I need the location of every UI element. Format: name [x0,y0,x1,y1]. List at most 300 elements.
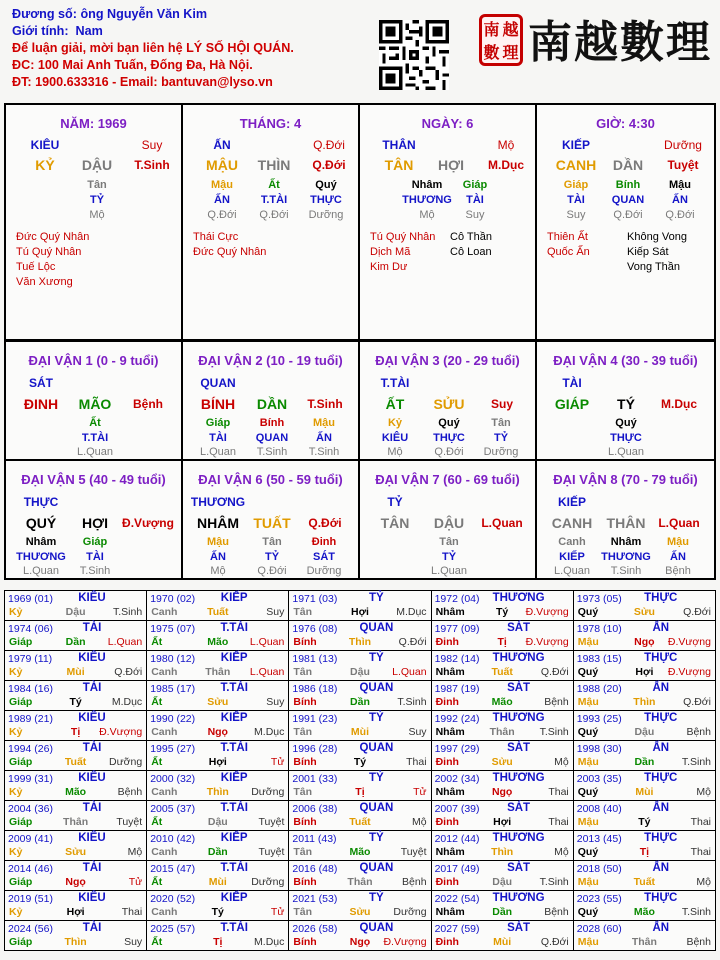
year-stage: Suy [124,936,143,948]
hidden-star: TỶ [264,551,280,563]
year-branch: Thìn [206,786,229,798]
year-pillar [574,606,715,618]
ten-god-star: KIẾP [561,138,590,152]
ten-god-star: KIẾP [220,832,248,844]
year-pillar [289,936,430,948]
year-pillar [289,636,430,648]
year-branch: Tị [355,786,365,798]
year-cell [289,651,431,681]
year-stage: M.Dục [396,606,427,618]
hidden-stage: T.Sinh [308,446,340,458]
hidden-stage: Mộ [387,446,403,458]
year-stem: Đinh [435,756,459,768]
year-stage: Bệnh [402,876,427,888]
year-branch: Mão [349,846,371,858]
ten-god-star: QUAN [359,862,394,874]
year-stage: Bệnh [117,786,143,798]
hidden-stage: Q.Đới [257,565,287,577]
ten-god-star: ẤN [652,862,670,874]
year-pillar [432,726,573,738]
year-stem: Nhâm [435,606,465,618]
ten-god-star: THƯƠNG [492,712,545,724]
header [12,6,294,91]
hidden-stage: L.Quan [553,565,591,577]
year-stem: Ất [151,696,163,708]
year-stem: Quý [577,906,599,918]
year-label: 1980 (12) [150,653,196,665]
year-stem: Bính [293,756,317,768]
hidden-stage: Q.Đới [665,209,695,221]
year-stem: Nhâm [435,906,465,918]
hidden-stem: Ất [268,179,280,191]
shen-sha-note: Dịch Mã [370,246,411,258]
year-branch: Thân [205,666,231,678]
year-cell [573,681,715,711]
year-pillar [5,816,146,828]
year-cell [147,831,289,861]
year-label: 2001 (33) [292,773,338,785]
year-branch: Tị [213,936,223,948]
year-pillar [432,786,573,798]
year-cell [289,621,431,651]
year-stage: Thai [121,906,143,918]
year-branch: Tý [638,816,651,828]
year-branch: Dần [350,696,370,708]
growth-stage: M.Dục [661,397,697,411]
hidden-stage: Q.Đới [613,209,643,221]
year-stem: Tân [293,606,313,618]
year-stem: Đinh [435,936,459,948]
year-branch: Ngọ [634,636,655,648]
hidden-star: TÀI [209,432,227,444]
year-pillar [147,906,288,918]
year-label: 2027 (59) [434,923,480,935]
year-stage: T.Sinh [397,696,427,708]
heavenly-stem: KỶ [35,157,55,173]
year-branch: Thân [63,816,89,828]
year-stem: Tân [293,666,313,678]
ten-god-star: TÀI [82,802,102,814]
year-stem: Mậu [577,756,599,768]
earthly-branch: DẦN [256,396,288,412]
dai-van-cell [537,459,714,578]
dai-van-title: ĐẠI VẬN 4 (30 - 39 tuổi) [553,353,698,368]
year-pillar [574,906,715,918]
year-stem: Tân [293,726,313,738]
qr-code-icon[interactable] [379,20,449,90]
year-branch: Tị [639,846,650,858]
year-pillar [5,696,146,708]
ten-god-star: ẤN [652,682,670,694]
year-pillar [5,906,146,918]
year-cell [289,741,431,771]
ten-god-star: THỰC [644,652,678,664]
dai-van-cell [360,340,537,459]
seal-char: 南 [483,20,500,39]
year-cell [289,591,431,621]
year-pillar [432,636,573,648]
year-branch: Tuất [349,816,371,828]
year-branch: Sửu [65,846,87,858]
year-label: 2019 (51) [8,893,53,905]
year-stage: Đ.Vượng [667,666,711,678]
year-stage: Thai [406,756,427,768]
hidden-star: T.TÀI [81,432,109,444]
hidden-stem: Đinh [311,536,337,548]
hidden-stem: Tân [262,536,282,548]
ten-god-star: TỶ [369,892,384,904]
hidden-stem: Tân [491,417,511,429]
pillar-title: GIỜ: 4:30 [596,116,655,131]
growth-stage: L.Quan [481,516,523,530]
growth-stage: Đ.Vượng [122,516,174,530]
year-cell [147,681,289,711]
year-cell [147,651,289,681]
owner-name: ông Nguyễn Văn Kim [80,7,208,21]
earthly-branch: SỬU [433,396,465,412]
pillar-cell [183,105,360,339]
year-pillar [574,726,715,738]
year-branch: Tuất [491,666,513,678]
year-stage: L.Quan [249,666,285,678]
year-stage: Q.Đới [683,606,711,618]
hidden-star: T.TÀI [260,194,288,206]
year-cell [289,711,431,741]
year-pillar [289,906,430,918]
hidden-star: QUAN [611,194,645,206]
year-label: 1989 (21) [8,713,53,725]
year-stem: Quý [577,606,599,618]
year-pillar [289,606,430,618]
year-pillar [147,936,288,948]
year-label: 2015 (47) [150,863,196,875]
year-stage: Thai [548,786,569,798]
hidden-stem: Giáp [82,536,108,548]
year-branch: Hợi [350,606,369,618]
year-stage: Tuyệt [400,846,427,858]
earthly-branch: HỢI [82,515,108,531]
dai-van-title: ĐẠI VẬN 7 (60 - 69 tuổi) [375,472,520,487]
year-stage: Mộ [696,786,711,798]
year-row [5,801,716,831]
year-cell [573,621,715,651]
year-label: 1976 (08) [292,623,338,635]
earthly-branch: THÌN [257,157,291,173]
earthly-branch: DẦN [612,157,644,173]
year-label: 2028 (60) [576,923,622,935]
ten-god-star: THƯƠNG [492,772,545,784]
year-pillar [147,786,288,798]
year-label: 2006 (38) [292,803,338,815]
shen-sha-note: Tuế Lộc [16,261,56,273]
ten-god-star: SÁT [507,802,531,814]
year-label: 2003 (35) [576,773,622,785]
year-stage: Mộ [127,846,143,858]
year-stage: Đ.Vượng [667,636,711,648]
year-label: 1971 (03) [292,593,338,605]
hidden-stage: L.Quan [199,446,237,458]
hidden-stage: T.Sinh [256,446,288,458]
hidden-stage: Q.Đới [207,209,237,221]
ten-god-star: SÁT [29,376,53,390]
seal-stamp [479,14,523,66]
ten-god-star: SÁT [507,682,531,694]
seal-char: 越 [502,20,519,39]
ten-god-star: T.TÀI [380,376,410,390]
year-stage: Đ.Vượng [383,936,427,948]
hidden-stem: Ất [89,417,101,429]
dai-van-cell [6,340,183,459]
ten-god-star: SÁT [507,862,531,874]
ten-god-star: THỰC [644,892,678,904]
year-stem: Ất [151,816,163,828]
year-pillar [432,606,573,618]
year-cell [289,861,431,891]
hidden-star: ẤN [214,194,230,206]
year-label: 1979 (11) [8,653,53,665]
year-pillar [147,606,288,618]
year-stem: Quý [577,726,599,738]
year-branch: Thân [631,936,657,948]
hidden-stage: Dưỡng [308,209,344,221]
dai-van-title: ĐẠI VẬN 3 (20 - 29 tuổi) [375,353,520,368]
year-pillar [289,876,430,888]
heavenly-stem: QUÝ [25,515,57,531]
year-branch: Tuất [64,756,87,768]
year-stem: Giáp [9,696,33,708]
year-branch: Tý [353,756,367,768]
year-branch: Thân [489,726,515,738]
year-pillar [574,846,715,858]
year-branch: Dần [634,756,655,768]
year-cell [5,861,147,891]
pillar-cell [537,105,714,339]
year-label: 1992 (24) [434,713,480,725]
year-label: 1977 (09) [434,623,480,635]
dai-van-cell [537,340,714,459]
ten-god-star: ẤN [652,622,670,634]
year-stem: Kỷ [9,906,23,918]
year-label: 2014 (46) [8,863,53,875]
shen-sha-note: Cô Loan [450,246,492,258]
year-cell [573,741,715,771]
year-branch: Dậu [207,816,228,828]
year-cell [573,921,715,951]
owner-label: Đương số: [12,7,77,21]
year-pillar [5,876,146,888]
year-cell [147,741,289,771]
growth-stage: L.Quan [658,516,700,530]
year-pillar [432,906,573,918]
year-stage: Q.Đới [540,666,569,678]
hidden-star: ẤN [670,551,686,563]
year-stage: Thai [690,816,711,828]
year-label: 1981 (13) [292,653,338,665]
year-pillar [5,636,146,648]
year-pillar [574,666,715,678]
hidden-stage: Bệnh [665,565,691,577]
phone-email-line: ĐT: 1900.633316 - Email: bantuvan@lyso.vn [12,75,273,89]
hidden-stem: Tân [439,536,459,548]
year-stem: Bính [293,696,317,708]
ten-god-star: KIÊU [78,832,106,844]
hidden-stem: Quý [615,417,637,429]
hidden-stage: T.Sinh [610,565,642,577]
hidden-stem: Canh [558,536,586,548]
year-stem: Quý [577,666,599,678]
year-branch: Dần [65,636,86,648]
year-stage: Dưỡng [251,786,285,798]
year-label: 2021 (53) [292,893,338,905]
year-cell [289,771,431,801]
year-cell [5,771,147,801]
year-cell [289,921,431,951]
year-cell [573,801,715,831]
hidden-stem: Nhâm [411,179,443,191]
ten-god-star: TÀI [82,862,102,874]
heavenly-stem: ĐINH [23,396,59,412]
year-stage: M.Dục [111,696,143,708]
year-cell [573,651,715,681]
year-stage: M.Dục [254,936,285,948]
year-branch: Thìn [491,846,514,858]
hidden-star: TỶ [441,551,457,563]
year-label: 1993 (25) [576,713,622,725]
shen-sha-note: Kiếp Sát [627,246,669,258]
year-cell [431,861,573,891]
heavenly-stem: MẬU [206,157,238,173]
year-stage: Tử [413,786,427,798]
shen-sha-note: Không Vong [627,231,687,243]
heavenly-stem: TÂN [380,515,410,531]
year-label: 1991 (23) [292,713,338,725]
year-label: 2004 (36) [8,803,53,815]
year-pillar [5,756,146,768]
year-pillar [432,936,573,948]
year-pillar [432,876,573,888]
year-pillar [289,816,430,828]
year-pillar [5,936,146,948]
year-label: 1998 (30) [576,743,622,755]
dai-van-title: ĐẠI VẬN 6 (50 - 59 tuổi) [198,472,343,487]
year-stem: Nhâm [435,846,465,858]
year-stem: Mậu [577,696,599,708]
year-label: 2002 (34) [434,773,480,785]
ten-god-star: THƯƠNG [492,892,545,904]
hidden-stem: Mậu [313,417,335,429]
ten-god-star: KIẾP [557,495,586,509]
year-stem: Bính [293,816,317,828]
year-stage: Tử [270,906,285,918]
year-label: 2026 (58) [292,923,338,935]
year-label: 1985 (17) [150,683,196,695]
dai-van-cell [6,459,183,578]
ten-god-star: TỶ [369,652,384,664]
year-stage: Đ.Vượng [525,636,569,648]
ten-god-star: TÀI [82,922,102,934]
hidden-stage: Dưỡng [483,446,519,458]
year-label: 1982 (14) [434,653,480,665]
year-branch: Tuất [207,606,229,618]
year-pillar [5,846,146,858]
year-cell [573,891,715,921]
ten-god-star: TÀI [562,376,582,390]
hidden-stem: Quý [438,417,460,429]
year-stem: Canh [151,786,178,798]
year-row [5,921,716,951]
pillar-title: NGÀY: 6 [421,116,474,131]
year-branch: Thìn [348,636,372,648]
ten-god-star: QUAN [359,922,394,934]
year-branch: Ngọ [349,936,371,948]
year-cell [5,591,147,621]
year-row [5,741,716,771]
ten-god-star: THÂN [382,138,416,152]
year-cell [431,651,573,681]
year-label: 1983 (15) [576,653,622,665]
year-label: 2018 (50) [576,863,622,875]
shen-sha-note: Cô Thần [450,231,492,243]
hidden-star: ẤN [210,551,226,563]
earthly-branch: DẬU [433,515,465,531]
year-branch: Hợi [635,666,654,678]
year-cell [147,891,289,921]
hidden-star: TỶ [493,432,509,444]
year-stage: T.Sinh [113,606,143,618]
year-label: 1988 (20) [576,683,622,695]
year-pillar [147,846,288,858]
ten-god-star: SÁT [507,622,531,634]
hidden-stem: Quý [315,179,337,191]
year-cell [289,801,431,831]
year-branch: Hợi [493,816,512,828]
year-cell [147,771,289,801]
year-cell [573,771,715,801]
year-branch: Mùi [350,726,369,738]
year-label: 2022 (54) [434,893,480,905]
hidden-star: TÀI [86,551,104,563]
ten-god-star: QUAN [359,622,394,634]
hidden-star: THỰC [610,432,642,444]
year-branch: Hợi [66,906,85,918]
year-branch: Mùi [66,666,85,678]
year-cell [5,741,147,771]
year-stage: Mộ [554,756,569,768]
ten-god-star: T.TÀI [220,682,248,694]
year-cell [431,741,573,771]
ten-god-star: SÁT [507,922,531,934]
year-cell [431,921,573,951]
year-cell [573,711,715,741]
year-cell [431,891,573,921]
branch-star: Tuyệt [667,158,699,172]
hidden-star: ẤN [672,194,688,206]
year-cell [431,831,573,861]
year-stem: Nhâm [435,726,465,738]
year-pillar [289,786,430,798]
year-pillar [432,756,573,768]
pillar-title: NĂM: 1969 [60,116,127,131]
year-label: 1972 (04) [434,593,480,605]
year-branch: Hợi [208,756,227,768]
ten-god-star: KIÊU [78,652,106,664]
year-branch: Tị [497,636,507,648]
year-stem: Canh [151,666,178,678]
year-stem: Nhâm [435,786,465,798]
growth-stage: Suy [490,397,513,411]
year-row [5,891,716,921]
year-label: 1996 (28) [292,743,338,755]
